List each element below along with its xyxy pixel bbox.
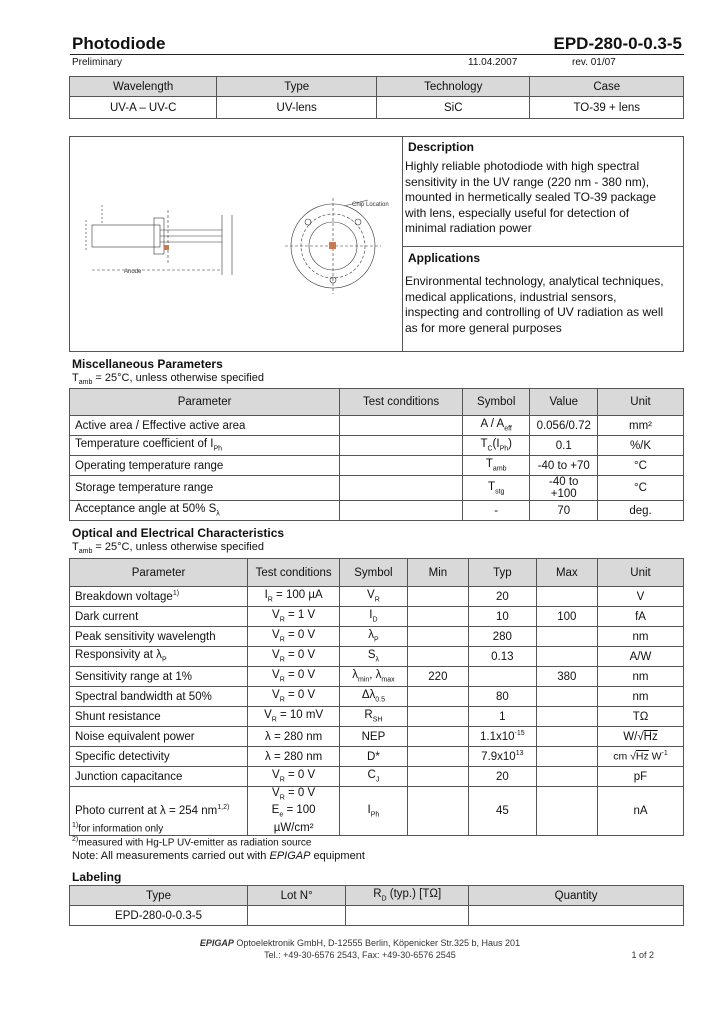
unit-cell: mm² [598,416,684,436]
param-cell: Temperature coefficient of $I_{Ph}$ [70,436,340,456]
measurement-note: Note: All measurements carried out with EPIGAP equipment [72,850,365,862]
max-cell [536,727,597,747]
description-title: Description [408,140,475,154]
page-title: Photodiode [72,34,166,53]
param-cell: Operating temperature range [70,456,340,476]
symbol-cell: D* [340,747,408,767]
applications-divider [402,246,684,247]
misc-header-cell: Value [530,389,598,416]
cond-cell: $V_R = 0$ V [248,667,340,687]
header-rule [70,54,684,55]
max-cell [536,587,597,607]
footer-brand: EPIGAP [199,938,234,948]
overview-header-cell: Type [217,77,377,97]
optical-header-cell: Symbol [340,559,408,587]
param-cell: Noise equivalent power [70,727,248,747]
cond-cell: λ = 280 nm [248,727,340,747]
chip-marker-side [164,245,169,250]
unit-cell: W/√Hz [598,727,684,747]
param-cell: Active area / Effective active area [70,416,340,436]
unit-cell: TΩ [598,707,684,727]
description-line: mounted in hermetically sealed TO-39 package [405,190,657,204]
table-row [70,416,684,436]
table-row [70,667,684,687]
labeling-header-cell: Lot N° [248,886,346,906]
value-cell: 70 [530,501,598,521]
chip-marker-top [329,242,336,249]
typ-cell: 0.13 [469,647,537,667]
unit-cell: cm √Hz $W^{-1}$ [598,747,684,767]
package-drawing [72,180,398,300]
param-cell: Storage temperature range [70,476,340,501]
symbol-cell: $I_D$ [340,607,408,627]
max-cell: 380 [536,667,597,687]
misc-header-cell: Symbol [462,389,530,416]
description-line: with lens, especially useful for detection of [405,205,630,220]
param-cell: Specific detectivity [70,747,248,767]
min-cell [407,787,468,836]
optical-header-cell: Typ [469,559,537,587]
symbol-cell: $R_{SH}$ [340,707,408,727]
typ-cell: $7.9x10^{13}$ [469,747,537,767]
min-cell [407,727,468,747]
table-row [70,647,684,667]
param-cell: Photo current at λ = 254 nm$^{1,2)}$ [70,787,248,836]
max-cell [536,787,597,836]
unit-cell: pF [598,767,684,787]
labeling-header-cell: Type [70,886,248,906]
optical-header-cell: Parameter [70,559,248,587]
labeling-header-cell: Quantity [469,886,684,906]
lot-cell[interactable] [248,906,346,926]
symbol-cell: $T_{amb}$ [462,456,530,476]
min-cell [407,707,468,727]
max-cell: 100 [536,607,597,627]
value-cell: 0.1 [530,436,598,456]
optical-header-row [70,559,684,587]
max-cell [536,687,597,707]
symbol-cell: $T_{stg}$ [462,476,530,501]
value-cell: -40 to +100 [530,476,598,501]
misc-header-cell: Parameter [70,389,340,416]
cond-cell [340,416,463,436]
overview-value-cell: SiC [376,97,530,119]
misc-conditions: $T_{amb} = 25^\circ C$, unless otherwise specified [72,372,264,387]
unit-cell: nm [598,667,684,687]
symbol-cell: $T_C(I_{Ph})$ [462,436,530,456]
cond-cell: λ = 280 nm [248,747,340,767]
min-cell [407,607,468,627]
quantity-cell[interactable] [469,906,684,926]
applications-line: medical applications, industrial sensors, [405,289,617,304]
unit-cell: fA [598,607,684,627]
applications-line: as for more general purposes [405,320,562,335]
cond-cell: $V_R = 10$ mV [248,707,340,727]
chip-location-label: Chip Location [352,202,389,208]
unit-cell: deg. [598,501,684,521]
overview-header-row [70,77,684,97]
typ-cell: 80 [469,687,537,707]
min-cell: 220 [407,667,468,687]
cond-cell [340,456,463,476]
description-text [405,159,685,237]
max-cell [536,747,597,767]
cond-cell: $V_R = 0$ V [248,687,340,707]
param-cell: Breakdown voltage$^{1)}$ [70,587,248,607]
applications-text [405,274,685,336]
unit-cell: °C [598,476,684,501]
labeling-header-cell: $R_D$ (typ.) [TΩ] [346,886,469,906]
symbol-cell: $\lambda_P$ [340,627,408,647]
overview-value-cell: UV-lens [217,97,377,119]
description-line: Highly reliable photodiode with high spectral [405,159,640,173]
optical-header-cell: Min [407,559,468,587]
param-cell: Peak sensitivity wavelength [70,627,248,647]
param-cell: Sensitivity range at 1% [70,667,248,687]
applications-line: Environmental technology, analytical techniques, [405,274,664,288]
description-line: minimal radiation power [405,221,532,235]
cond-cell [340,501,463,521]
min-cell [407,627,468,647]
typ-cell: 45 [469,787,537,836]
misc-section-title: Miscellaneous Parameters [72,357,223,371]
typ-cell: 1 [469,707,537,727]
typ-cell: $1.1x10^{-15}$ [469,727,537,747]
max-cell [536,627,597,647]
table-row [70,687,684,707]
param-cell: Dark current [70,607,248,627]
overview-value-row [70,97,684,119]
table-row [70,727,684,747]
optical-header-cell: Max [536,559,597,587]
applications-line: inspecting and controlling of UV radiation as well [405,305,664,319]
footnote-1: $^{1)}$for information only [72,822,164,835]
param-cell: Acceptance angle at 50% $S_\lambda$ [70,501,340,521]
cond-cell: $V_R = 0$ V $E_e = 100$ µW/cm² [248,787,340,836]
description-divider [402,136,403,352]
symbol-cell: A / $A_{eff}$ [462,416,530,436]
table-row [70,906,684,926]
param-cell: Junction capacitance [70,767,248,787]
table-row [70,436,684,456]
min-cell [407,587,468,607]
table-row [70,607,684,627]
table-row [70,476,684,501]
overview-value-cell: TO-39 + lens [530,97,684,119]
symbol-cell: $\lambda_{min}$, $\lambda_{max}$ [340,667,408,687]
page-number: 1 of 2 [631,950,654,960]
description-line: sensitivity in the UV range (220 nm - 380 nm), [405,174,650,189]
revision-label: rev. 01/07 [572,57,616,68]
optical-section-title: Optical and Electrical Characteristics [72,526,285,540]
max-cell [536,767,597,787]
typ-cell: 10 [469,607,537,627]
part-number: EPD-280-0-0.3-5 [553,34,682,53]
value-cell: 0.056/0.72 [530,416,598,436]
labeling-header-row [70,886,684,906]
optical-header-cell: Test conditions [248,559,340,587]
value-cell: -40 to +70 [530,456,598,476]
status-label: Preliminary [72,57,123,68]
min-cell [407,647,468,667]
rd-cell[interactable] [346,906,469,926]
symbol-cell: $V_R$ [340,587,408,607]
typ-cell [469,667,537,687]
param-cell: Shunt resistance [70,707,248,727]
footer-contact: Tel.: +49-30-6576 2543, Fax: +49-30-6576 2545 [264,950,456,960]
unit-cell: A/W [598,647,684,667]
table-row [70,501,684,521]
cond-cell [340,436,463,456]
applications-title: Applications [408,251,481,265]
overview-header-cell: Wavelength [70,77,217,97]
cond-cell [340,476,463,501]
cond-cell: $V_R = 0$ V [248,647,340,667]
table-row [70,456,684,476]
misc-table [69,388,684,521]
labeling-section-title: Labeling [72,870,122,884]
misc-header-cell: Test conditions [340,389,463,416]
unit-cell: nm [598,687,684,707]
symbol-cell: $\Delta\lambda_{0.5}$ [340,687,408,707]
optical-conditions: $T_{amb} = 25^\circ C$, unless otherwise specified [72,541,264,556]
type-cell: EPD-280-0-0.3-5 [70,906,248,926]
table-row [70,587,684,607]
typ-cell: 20 [469,767,537,787]
cond-cell: $V_R = 0$ V [248,627,340,647]
min-cell [407,747,468,767]
footer-address: EPIGAP Optoelektronik GmbH, D-12555 Berlin, Köpenicker Str.325 b, Haus 201 [199,938,521,948]
symbol-cell: $S_\lambda$ [340,647,408,667]
symbol-cell: $I_{Ph}$ [340,787,408,836]
cond-cell: $I_R = 100$ µA [248,587,340,607]
cond-cell: $V_R = 0$ V [248,767,340,787]
unit-cell: V [598,587,684,607]
unit-cell: %/K [598,436,684,456]
unit-cell: °C [598,456,684,476]
min-cell [407,767,468,787]
optical-table [69,558,684,836]
max-cell [536,647,597,667]
typ-cell: 280 [469,627,537,647]
overview-header-cell: Case [530,77,684,97]
symbol-cell: $C_J$ [340,767,408,787]
table-row [70,747,684,767]
symbol-cell: - [462,501,530,521]
symbol-cell: NEP [340,727,408,747]
max-cell [536,707,597,727]
package-body-side [92,225,160,247]
unit-cell: nm [598,627,684,647]
date-label: 11.04.2007 [468,57,518,68]
anode-label: Anode [124,269,142,275]
table-row [70,627,684,647]
footnote-2: $^{2)}$measured with Hg-LP UV-emitter as radiation source [72,836,312,849]
overview-value-cell: UV-A – UV-C [70,97,217,119]
labeling-table [69,885,684,926]
table-row [70,707,684,727]
min-cell [407,687,468,707]
optical-header-cell: Unit [598,559,684,587]
overview-header-cell: Technology [376,77,530,97]
param-cell: Spectral bandwidth at 50% [70,687,248,707]
unit-cell: nA [598,787,684,836]
param-cell: Responsivity at $\lambda_P$ [70,647,248,667]
overview-table [69,76,684,119]
cond-cell: $V_R = 1$ V [248,607,340,627]
table-row [70,767,684,787]
typ-cell: 20 [469,587,537,607]
misc-header-cell: Unit [598,389,684,416]
misc-header-row [70,389,684,416]
